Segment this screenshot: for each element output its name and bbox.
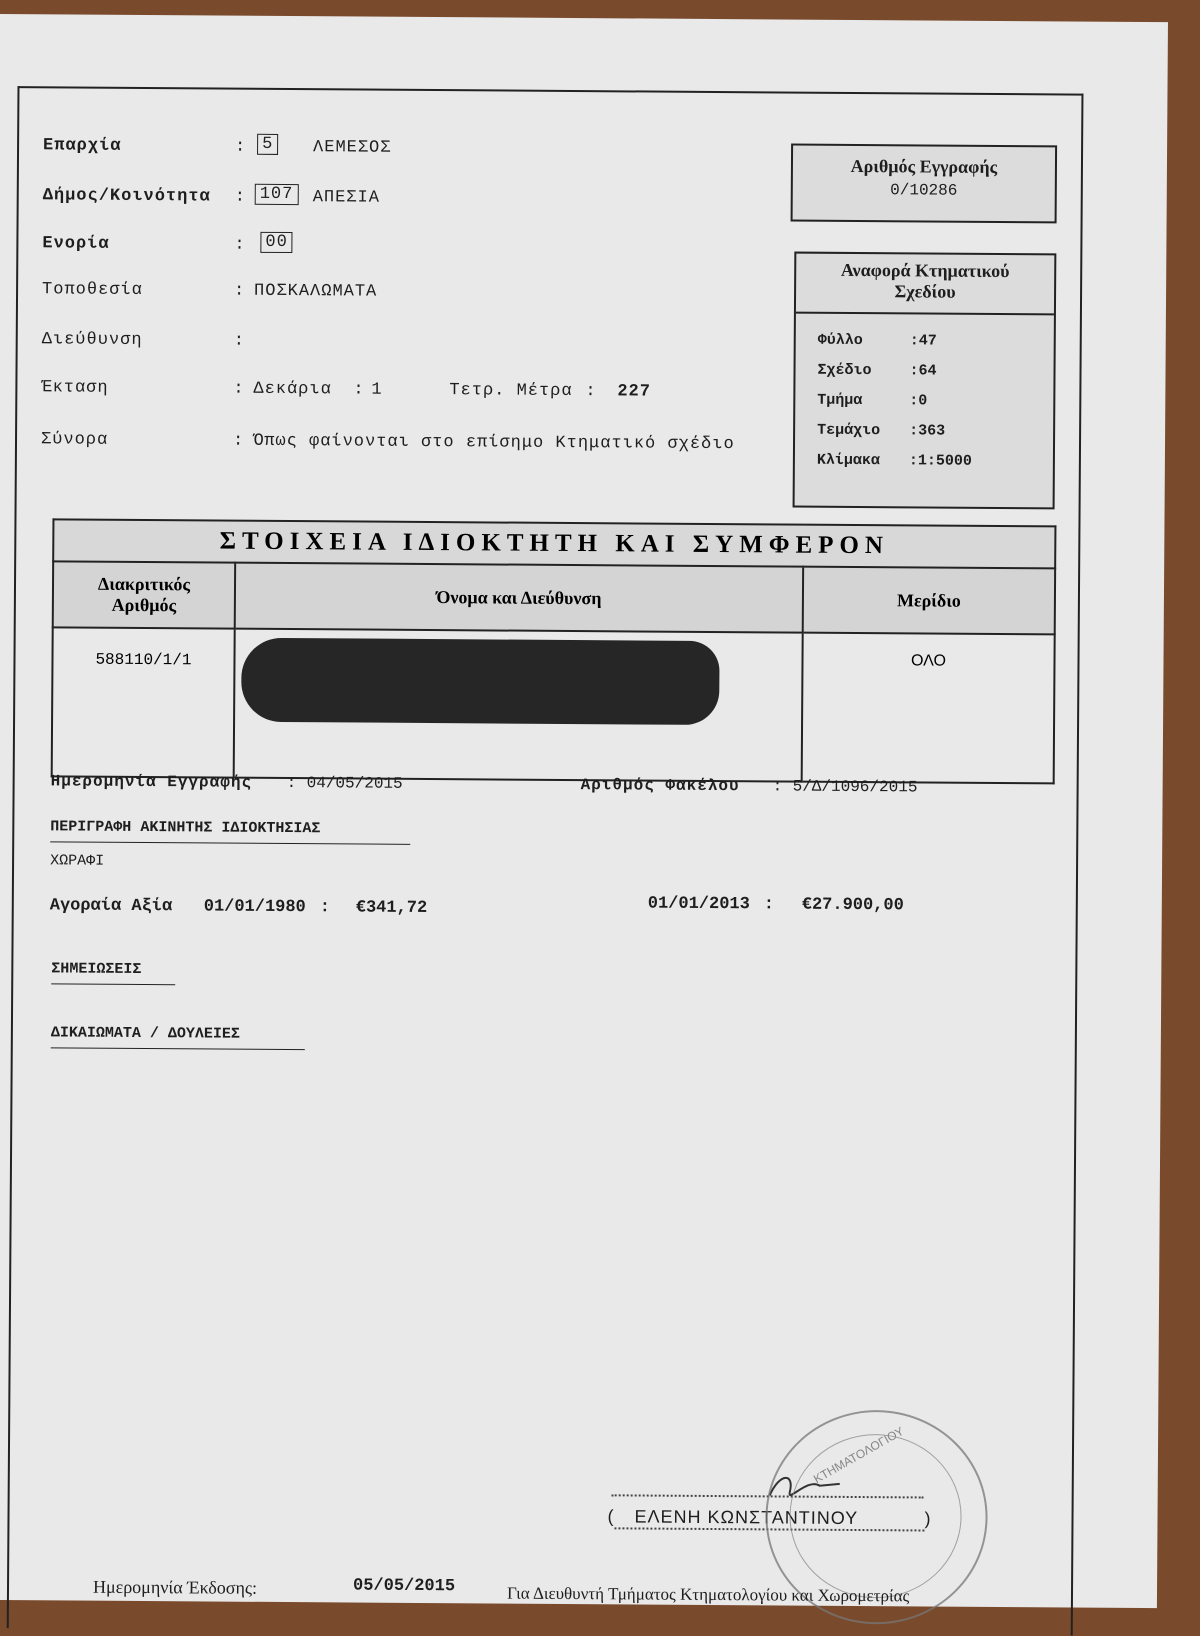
plan-row: Κλίμακα :1:5000 bbox=[816, 451, 972, 470]
ektasi-label: Έκταση bbox=[41, 378, 109, 398]
issue-date-label: Ημερομηνία Έκδοσης: bbox=[92, 1576, 258, 1598]
registration-number: 0/10286 bbox=[890, 181, 958, 200]
eparchia-label: Επαρχία bbox=[43, 136, 122, 156]
plan-row: Τεμάχιο :363 bbox=[817, 421, 946, 440]
m2-value: 227 bbox=[617, 382, 652, 402]
registration-box bbox=[791, 144, 1058, 224]
dimos-value: ΑΠΕΣΙΑ bbox=[312, 188, 381, 208]
owner-table-title: ΣΤΟΙΧΕΙΑ ΙΔΙΟΚΤΗΤΗ ΚΑΙ ΣΥΜΦΕΡΟΝ bbox=[53, 519, 1055, 568]
dekaria-label: Δεκάρια bbox=[253, 379, 332, 400]
owner-share: ΟΛΟ bbox=[802, 633, 1055, 784]
plan-row: Σχέδιο :64 bbox=[817, 361, 937, 380]
redaction-mark bbox=[241, 638, 720, 725]
signatory-role: Για Διευθυντή Τμήματος Κτηματολογίου και Χωρομετρίας bbox=[506, 1583, 910, 1606]
market-colon2: : bbox=[763, 895, 775, 915]
plan-title-line1: Αναφορά Κτηματικού bbox=[840, 259, 1010, 282]
dimos-code: 107 bbox=[255, 184, 299, 205]
eparchia-code: 5 bbox=[257, 134, 278, 155]
plan-reference-title bbox=[796, 254, 1054, 316]
col-share-header: Μερίδιο bbox=[803, 567, 1055, 635]
file-number: 5/Δ/1096/2015 bbox=[792, 777, 918, 797]
reg-date-label: Ημερομηνία Εγγραφής bbox=[50, 772, 253, 792]
topothesia-label: Τοποθεσία bbox=[42, 280, 143, 301]
registration-label: Αριθμός Εγγραφής bbox=[850, 155, 998, 177]
market-value2: €27.900,00 bbox=[801, 895, 904, 916]
m2-colon: : bbox=[585, 382, 597, 402]
reg-date-colon: : bbox=[286, 774, 297, 793]
market-date1: 01/01/1980 bbox=[203, 897, 306, 918]
dekaria-colon: : bbox=[353, 380, 365, 400]
topothesia-colon: : bbox=[234, 281, 246, 301]
notes-heading: ΣΗΜΕΙΩΣΕΙΣ bbox=[51, 960, 175, 985]
dieuthynsi-colon: : bbox=[233, 331, 245, 351]
issue-date: 05/05/2015 bbox=[352, 1576, 456, 1597]
col-id-header: Διακριτικός Αριθμός bbox=[53, 561, 235, 628]
dimos-label: Δήμος/Κοινότητα bbox=[42, 186, 211, 207]
dekaria-value: 1 bbox=[371, 380, 383, 400]
stamp-text: ΚΤΗΜΑΤΟΛΟΓΙΟΥ bbox=[811, 1423, 907, 1487]
dieuthynsi-label: Διεύθυνση bbox=[41, 330, 143, 351]
description-value: ΧΩΡΑΦΙ bbox=[50, 852, 105, 870]
dimos-colon: : bbox=[234, 187, 246, 207]
market-value1: €341,72 bbox=[355, 898, 428, 919]
topothesia-value: ΠΟΣΚΑΛΩΜΑΤΑ bbox=[254, 281, 378, 302]
owner-id: 588110/1/1 bbox=[52, 627, 235, 777]
plan-reference-rows bbox=[795, 314, 1054, 484]
plan-reference-box bbox=[793, 252, 1057, 510]
market-date2: 01/01/2013 bbox=[647, 894, 750, 915]
enoria-colon: : bbox=[234, 235, 246, 255]
rights-heading: ΔΙΚΑΙΩΜΑΤΑ / ΔΟΥΛΕΙΕΣ bbox=[51, 1024, 305, 1050]
synora-colon: : bbox=[232, 431, 245, 451]
enoria-code: 00 bbox=[260, 232, 293, 253]
plan-row: Φύλλο :47 bbox=[817, 331, 937, 350]
ektasi-colon: : bbox=[233, 379, 245, 399]
document-sheet bbox=[0, 14, 1168, 1608]
eparchia-value: ΛΕΜΕΣΟΣ bbox=[313, 138, 392, 158]
enoria-label: Ενορία bbox=[42, 234, 110, 254]
plan-title-line2: Σχεδίου bbox=[894, 281, 956, 302]
synora-value: Όπως φαίνονται στο επίσημο Κτηματικό σχέδιο bbox=[252, 431, 735, 455]
market-value-label: Αγοραία Αξία bbox=[49, 896, 173, 917]
col-name-header: Όνομα και Διεύθυνση bbox=[235, 563, 803, 633]
reg-date-value: 04/05/2015 bbox=[306, 774, 403, 793]
file-colon: : bbox=[772, 777, 783, 796]
eparchia-colon: : bbox=[235, 137, 247, 157]
signatory-name: ( ΕΛΕΝΗ ΚΩΝΣΤΑΝΤΙΝΟΥ ) bbox=[607, 1506, 931, 1531]
market-colon1: : bbox=[319, 898, 331, 918]
synora-label: Σύνορα bbox=[40, 430, 109, 450]
plan-row: Τμήμα :0 bbox=[817, 391, 928, 410]
description-heading: ΠΕΡΙΓΡΑΦΗ ΑΚΙΝΗΤΗΣ ΙΔΙΟΚΤΗΣΙΑΣ bbox=[50, 818, 410, 845]
m2-label: Τετρ. Μέτρα bbox=[449, 381, 573, 402]
file-label: Αριθμός Φακέλου bbox=[580, 776, 740, 796]
